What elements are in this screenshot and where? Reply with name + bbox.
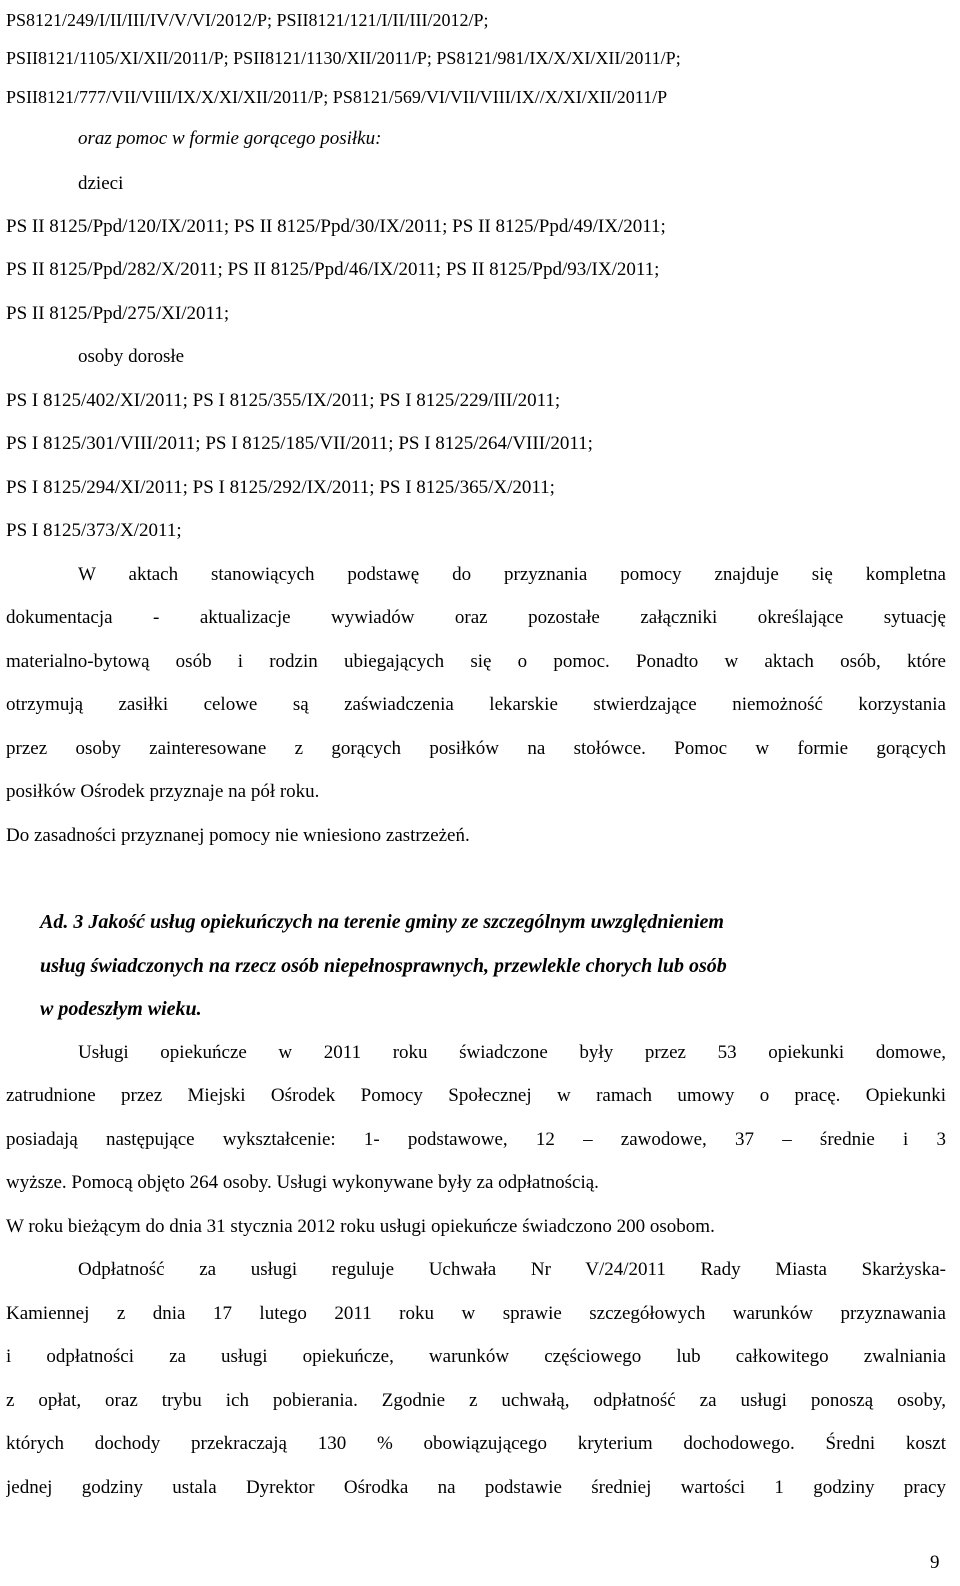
paragraph-line: Do zasadności przyznanej pomocy nie wniesiono zastrzeżeń. [6, 825, 470, 846]
case-number-line: PS8121/249/I/II/III/IV/V/VI/2012/P; PSII8121/121/I/II/III/2012/P; [6, 10, 489, 30]
paragraph-line: i odpłatności za usługi opiekuńcze, warunków częściowego lub całkowitego zwalniania [6, 1346, 946, 1367]
paragraph-line: posiadają następujące wykształcenie: 1- podstawowe, 12 – zawodowe, 37 – średnie i 3 [6, 1129, 946, 1150]
hot-meal-subheading: oraz pomoc w formie gorącego posiłku: [78, 128, 382, 149]
paragraph-line: przez osoby zainteresowane z gorących posiłków na stołówce. Pomoc w formie gorących [6, 738, 946, 759]
paragraph-line: materialno-bytową osób i rodzin ubiegających się o pomoc. Ponadto w aktach osób, które [6, 651, 946, 672]
paragraph-line: W aktach stanowiących podstawę do przyznania pomocy znajduje się kompletna [78, 564, 946, 585]
paragraph-line: zatrudnione przez Miejski Ośrodek Pomocy Społecznej w ramach umowy o pracę. Opiekunki [6, 1085, 946, 1106]
case-number-line: PSII8121/777/VII/VIII/IX/X/XI/XII/2011/P; PS8121/569/VI/VII/VIII/IX//X/XI/XII/2011/P [6, 87, 668, 107]
paragraph-line: otrzymują zasiłki celowe są zaświadczenia lekarskie stwierdzające niemożność korzystania [6, 694, 946, 715]
case-number-line: PS I 8125/301/VIII/2011; PS I 8125/185/VII/2011; PS I 8125/264/VIII/2011; [6, 433, 593, 454]
section-heading: Ad. 3 Jakość usług opiekuńczych na terenie gminy ze szczególnym uwzględnieniem [40, 911, 724, 933]
adults-label: osoby dorosłe [78, 346, 185, 367]
paragraph-line: Odpłatność za usługi reguluje Uchwała Nr V/24/2011 Rady Miasta Skarżyska- [78, 1259, 946, 1280]
case-number-line: PS I 8125/294/XI/2011; PS I 8125/292/IX/2011; PS I 8125/365/X/2011; [6, 477, 555, 498]
paragraph-line: jednej godziny ustala Dyrektor Ośrodka na podstawie średniej wartości 1 godziny pracy [6, 1477, 946, 1498]
section-heading: usług świadczonych na rzecz osób niepełnosprawnych, przewlekle chorych lub osób [40, 955, 727, 977]
case-number-line: PS I 8125/373/X/2011; [6, 520, 182, 541]
paragraph-line: Kamiennej z dnia 17 lutego 2011 roku w sprawie szczegółowych warunków przyznawania [6, 1303, 946, 1324]
paragraph-line: wyższe. Pomocą objęto 264 osoby. Usługi wykonywane były za odpłatnością. [6, 1172, 599, 1193]
case-number-line: PS II 8125/Ppd/282/X/2011; PS II 8125/Ppd/46/IX/2011; PS II 8125/Ppd/93/IX/2011; [6, 259, 660, 280]
case-number-line: PS II 8125/Ppd/120/IX/2011; PS II 8125/Ppd/30/IX/2011; PS II 8125/Ppd/49/IX/2011; [6, 216, 666, 237]
paragraph-line: posiłków Ośrodek przyznaje na pół roku. [6, 781, 320, 802]
section-heading: w podeszłym wieku. [40, 998, 202, 1020]
page-number: 9 [930, 1552, 940, 1573]
paragraph-line: W roku bieżącym do dnia 31 stycznia 2012 roku usługi opiekuńcze świadczono 200 osobom. [6, 1216, 715, 1237]
paragraph-line: których dochody przekraczają 130 % obowiązującego kryterium dochodowego. Średni koszt [6, 1433, 946, 1454]
paragraph-line: dokumentacja - aktualizacje wywiadów oraz pozostałe załączniki określające sytuację [6, 607, 946, 628]
case-number-line: PS II 8125/Ppd/275/XI/2011; [6, 303, 230, 324]
paragraph-line: Usługi opiekuńcze w 2011 roku świadczone były przez 53 opiekunki domowe, [78, 1042, 946, 1063]
children-label: dzieci [78, 173, 124, 194]
paragraph-line: z opłat, oraz trybu ich pobierania. Zgodnie z uchwałą, odpłatność za usługi ponoszą osoby, [6, 1390, 946, 1411]
case-number-line: PS I 8125/402/XI/2011; PS I 8125/355/IX/2011; PS I 8125/229/III/2011; [6, 390, 561, 411]
case-number-line: PSII8121/1105/XI/XII/2011/P; PSII8121/1130/XII/2011/P; PS8121/981/IX/X/XI/XII/2011/P; [6, 48, 681, 68]
